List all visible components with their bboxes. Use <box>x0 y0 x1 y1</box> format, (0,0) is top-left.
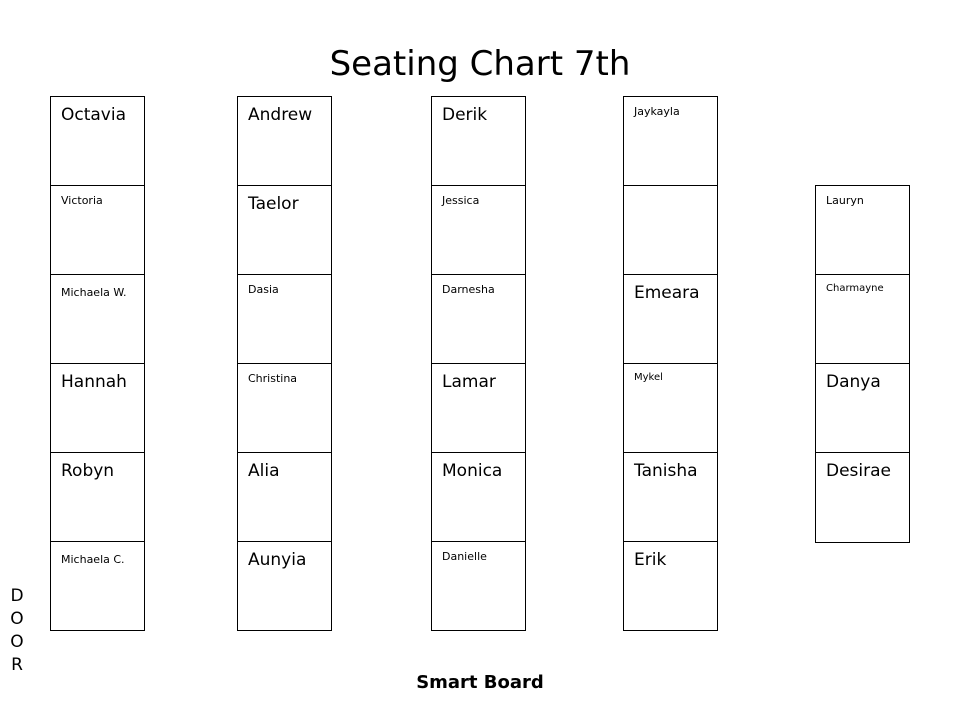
seat[interactable]: Andrew <box>238 97 331 186</box>
seat-empty[interactable] <box>624 186 717 275</box>
seat[interactable]: Darnesha <box>432 275 525 364</box>
seat[interactable]: Michaela C. <box>61 553 125 566</box>
seat[interactable]: Erik <box>634 550 667 570</box>
seat[interactable]: Christina <box>238 364 331 453</box>
door-label <box>10 585 24 677</box>
seat[interactable]: Tanisha <box>624 453 717 542</box>
page-title: Seating Chart 7th <box>329 44 631 84</box>
seat[interactable]: Taelor <box>238 186 331 275</box>
seat[interactable]: Jaykayla <box>624 97 717 186</box>
seat[interactable]: Michaela W. <box>51 275 144 364</box>
seat[interactable]: Alia <box>238 453 331 542</box>
seat[interactable]: Victoria <box>51 186 144 275</box>
seat[interactable]: Robyn <box>51 453 144 542</box>
seat[interactable]: Mykel <box>624 364 717 453</box>
seat[interactable]: Danielle <box>442 550 487 563</box>
door-letter: O <box>10 632 24 652</box>
seat-column-5 <box>815 185 910 543</box>
seat[interactable]: Danya <box>816 364 909 453</box>
seat[interactable]: Octavia <box>51 97 144 186</box>
door-letter: O <box>10 609 24 629</box>
seat[interactable]: Monica <box>432 453 525 542</box>
seat-column-3 <box>431 96 526 631</box>
seat[interactable]: Emeara <box>624 275 717 364</box>
seat[interactable]: Desirae <box>826 461 891 481</box>
seat[interactable]: Hannah <box>51 364 144 453</box>
seat-column-2 <box>237 96 332 631</box>
door-letter: R <box>11 655 23 675</box>
smart-board-label: Smart Board <box>416 672 544 693</box>
door-letter: D <box>10 586 24 606</box>
seat[interactable]: Dasia <box>238 275 331 364</box>
seat[interactable]: Jessica <box>432 186 525 275</box>
seat-column-4 <box>623 96 718 631</box>
seat[interactable]: Lamar <box>432 364 525 453</box>
seat-column-1 <box>50 96 145 631</box>
seat[interactable]: Charmayne <box>816 275 909 364</box>
seat[interactable]: Lauryn <box>816 186 909 275</box>
seat[interactable]: Derik <box>432 97 525 186</box>
seat[interactable]: Aunyia <box>248 550 307 570</box>
